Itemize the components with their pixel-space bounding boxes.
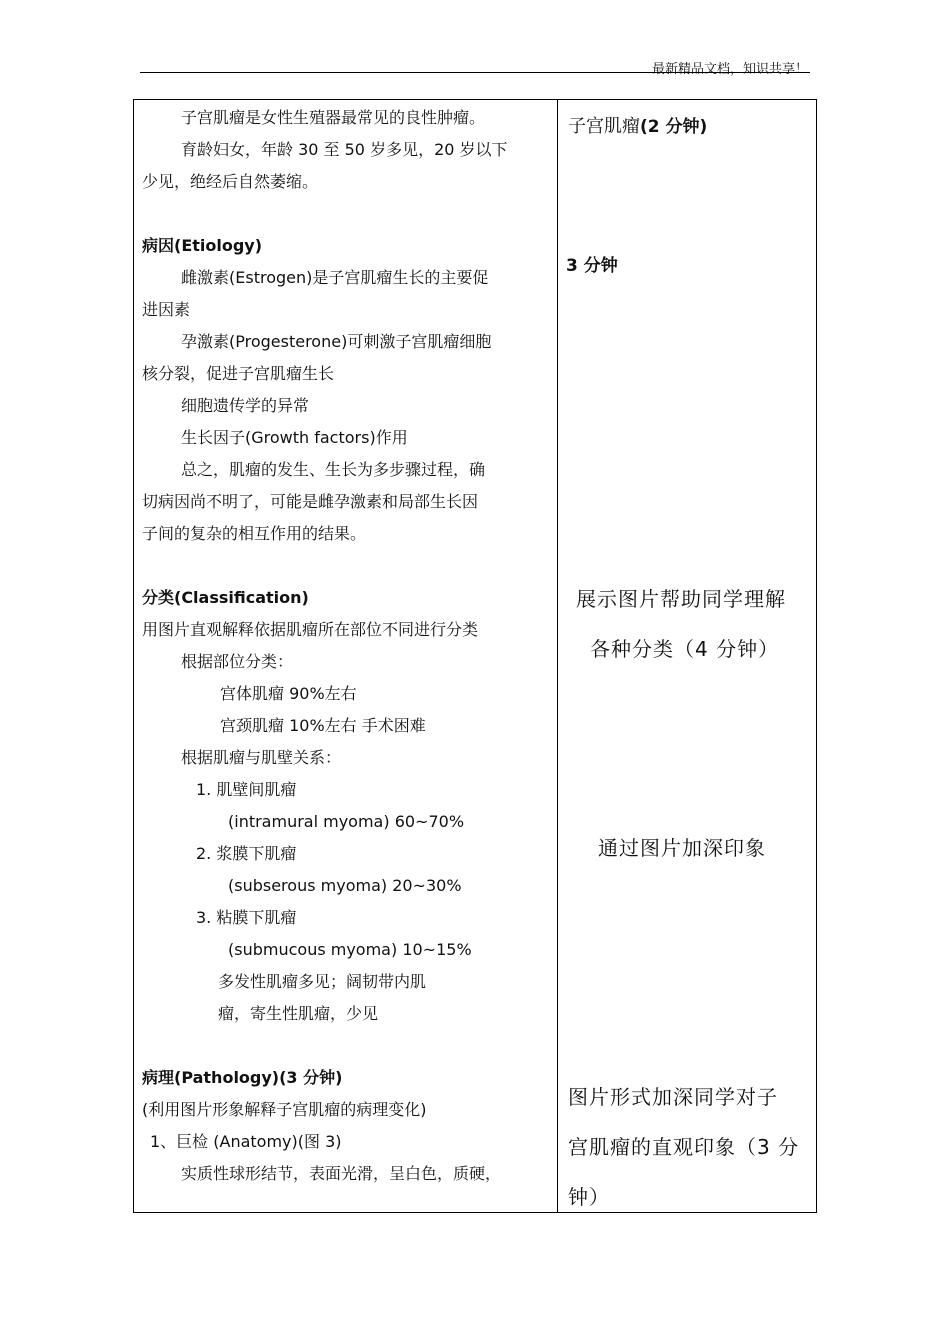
classification-line: 2. 浆膜下肌瘤	[196, 844, 297, 863]
right-note-duration: (2 分钟)	[640, 117, 708, 137]
classification-line: (intramural myoma) 60~70%	[228, 812, 465, 831]
classification-line: 多发性肌瘤多见；阔韧带内肌	[218, 972, 427, 991]
classification-line: 宫体肌瘤 90%左右	[220, 684, 357, 703]
right-note-topic: 子宫肌瘤	[568, 116, 640, 137]
classification-line: 用图片直观解释依据肌瘤所在部位不同进行分类	[142, 620, 479, 639]
etiology-line: 切病因尚不明了，可能是雌孕激素和局部生长因	[142, 492, 479, 511]
right-note-pathology: 宫肌瘤的直观印象（3 分	[568, 1135, 800, 1159]
etiology-line: 总之，肌瘤的发生、生长为多步骤过程，确	[181, 460, 486, 479]
etiology-line: 雌激素(Estrogen)是子宫肌瘤生长的主要促	[181, 268, 489, 287]
classification-line: 1. 肌壁间肌瘤	[196, 780, 297, 799]
classification-line: 宫颈肌瘤 10%左右 手术困难	[220, 716, 426, 735]
etiology-line: 细胞遗传学的异常	[181, 396, 310, 415]
right-note-etiology: 3 分钟	[566, 256, 618, 276]
pathology-line: 1、巨检 (Anatomy)(图 3)	[150, 1132, 342, 1151]
classification-line: (submucous myoma) 10~15%	[228, 940, 472, 959]
etiology-line: 孕激素(Progesterone)可刺激子宫肌瘤细胞	[181, 332, 492, 351]
right-note-pathology: 图片形式加深同学对子	[568, 1085, 778, 1109]
classification-line: 瘤，寄生性肌瘤，少见	[218, 1004, 379, 1023]
etiology-line: 进因素	[142, 300, 191, 319]
pathology-heading: 病理(Pathology)(3 分钟)	[142, 1068, 343, 1087]
right-note-classification: 各种分类（4 分钟）	[590, 637, 780, 661]
header-rule	[140, 72, 810, 73]
etiology-line: 生长因子(Growth factors)作用	[181, 428, 408, 447]
pathology-line: 实质性球形结节，表面光滑，呈白色，质硬，	[181, 1164, 502, 1183]
right-note-pathology: 钟）	[568, 1185, 610, 1209]
classification-heading: 分类(Classification)	[142, 588, 309, 607]
etiology-line: 核分裂，促进子宫肌瘤生长	[142, 364, 335, 383]
intro-line: 少见，绝经后自然萎缩。	[142, 172, 319, 191]
etiology-line: 子间的复杂的相互作用的结果。	[142, 524, 367, 543]
classification-line: 根据部位分类：	[181, 652, 294, 671]
column-divider	[557, 99, 558, 1213]
page-header: 最新精品文档，知识共享！	[651, 62, 808, 77]
right-note-classification: 展示图片帮助同学理解	[576, 587, 786, 611]
etiology-heading: 病因(Etiology)	[142, 236, 263, 255]
classification-line: (subserous myoma) 20~30%	[228, 876, 462, 895]
intro-line: 子宫肌瘤是女性生殖器最常见的良性肿瘤。	[181, 108, 486, 127]
classification-line: 根据肌瘤与肌壁关系：	[181, 748, 342, 767]
intro-line: 育龄妇女，年龄 30 至 50 岁多见，20 岁以下	[181, 140, 508, 159]
right-note-impression: 通过图片加深印象	[598, 836, 766, 860]
classification-line: 3. 粘膜下肌瘤	[196, 908, 297, 927]
pathology-line: (利用图片形象解释子宫肌瘤的病理变化)	[142, 1100, 427, 1119]
right-note-intro	[568, 112, 707, 138]
